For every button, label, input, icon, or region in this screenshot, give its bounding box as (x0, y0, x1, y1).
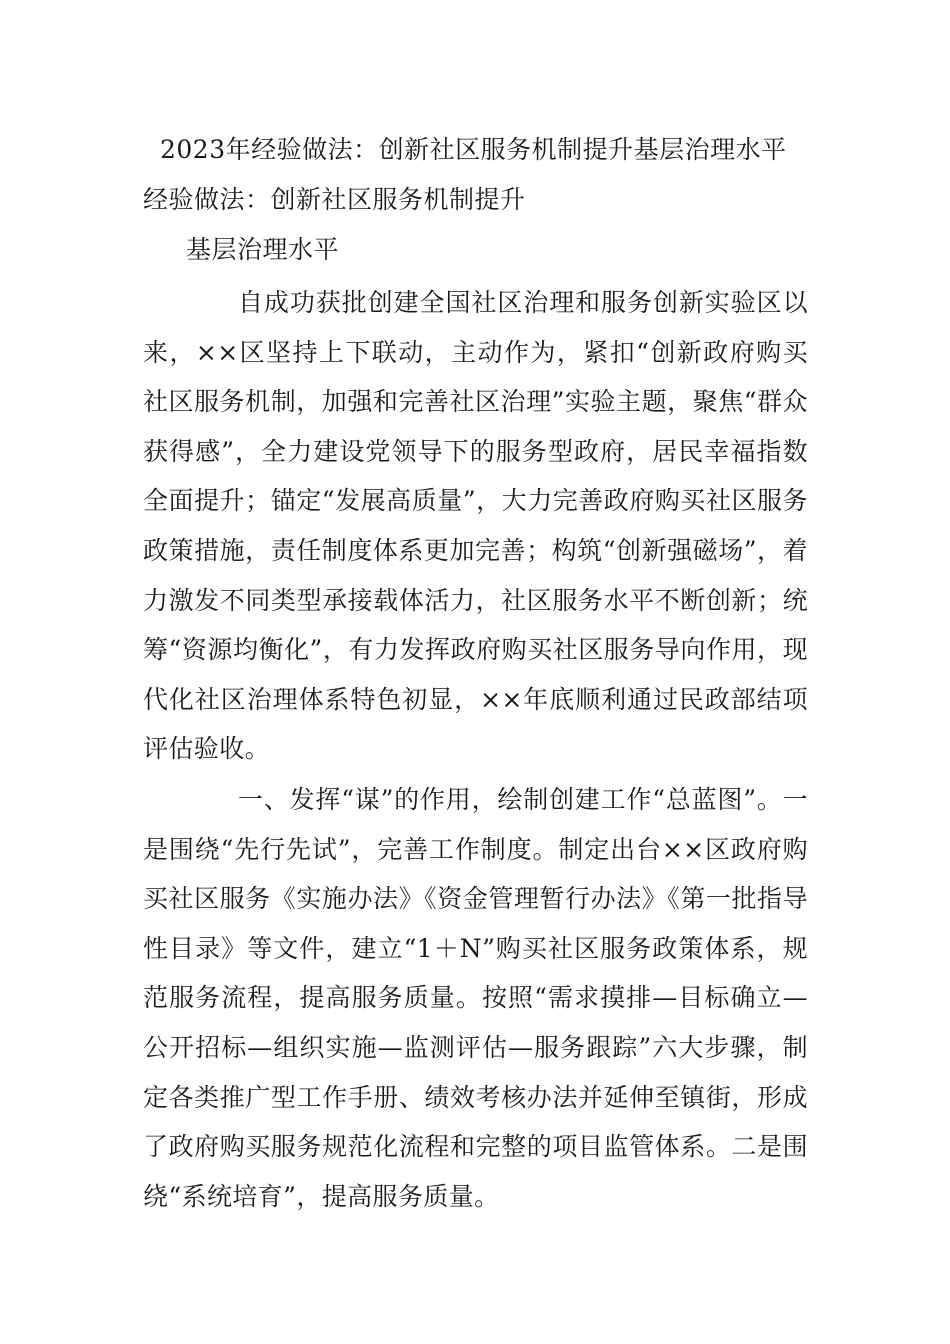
document-title-line-1: 2023年经验做法：创新社区服务机制提升基层治理水平 (160, 135, 787, 164)
body-paragraph-intro: 自成功获批创建全国社区治理和服务创新实验区以来，××区坚持上下联动，主动作为，紧扣“创新政府购买社区服务机制，加强和完善社区治理”实验主题，聚焦“群众获得感”，全力建设党领导下的服务型政府，居民幸福指数全面提升；锚定“发展高质量”，大力完善政府购买社区服务政策措施，责任制度体系更加完善；构筑“创新强磁场”，着力激发不同类型承接载体活力，社区服务水平不断创新；统筹“资源均衡化”，有力发挥政府购买社区服务导向作用，现代化社区治理体系特色初显，××年底顺利通过民政部结项评估验收。 (143, 288, 808, 764)
document-title-line-2: 经验做法：创新社区服务机制提升 (143, 185, 526, 214)
document-title-line-3: 基层治理水平 (186, 235, 340, 264)
body-paragraph-section-one: 一、发挥“谋”的作用，绘制创建工作“总蓝图”。一是围绕“先行先试”，完善工作制度。制定出台××区政府购买社区服务《实施办法》《资金管理暂行办法》《第一批指导性目录》等文件，建立“1＋N”购买社区服务政策体系，规范服务流程，提高服务质量。按照“需求摸排—目标确立—公开招标—组织实施—监测评估—服务跟踪”六大步骤，制定各类推广型工作手册、绩效考核办法并延伸至镇街，形成了政府购买服务规范化流程和完整的项目监管体系。二是围绕“系统培育”，提高服务质量。 (143, 785, 808, 1211)
